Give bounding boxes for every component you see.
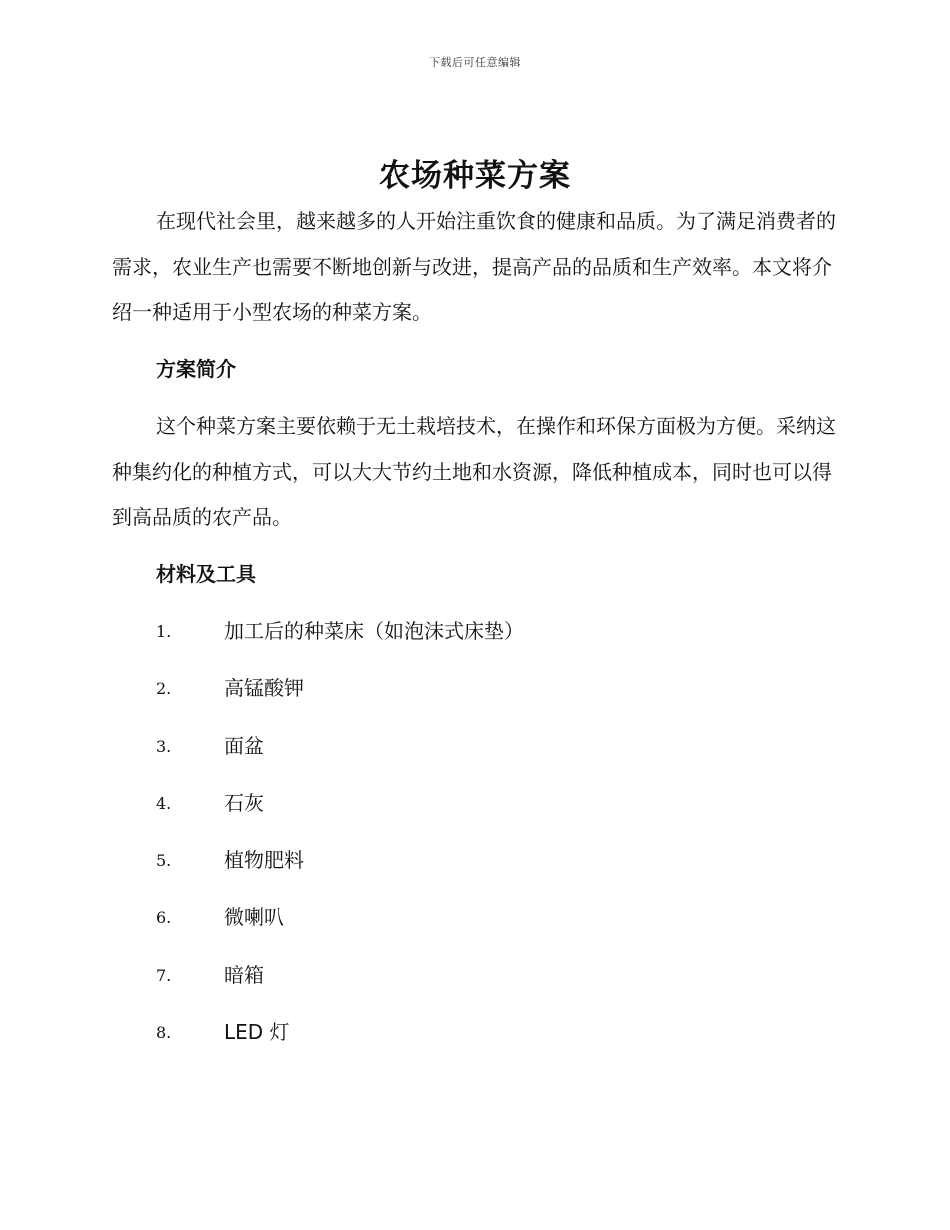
list-item bbox=[156, 673, 524, 730]
list-item-number: 3. bbox=[156, 736, 172, 756]
section-heading-materials: 材料及工具 bbox=[156, 562, 256, 586]
list-item-number: 4. bbox=[156, 793, 172, 813]
list-item-number: 6. bbox=[156, 908, 172, 928]
list-item-text: 加工后的种菜床（如泡沫式床垫） bbox=[224, 619, 524, 643]
materials-list bbox=[156, 616, 524, 1074]
list-item bbox=[156, 731, 524, 788]
list-item bbox=[156, 902, 524, 959]
list-item-text: 微喇叭 bbox=[224, 905, 284, 930]
list-item-text: 高锰酸钾 bbox=[224, 676, 304, 701]
list-item-text: 暗箱 bbox=[224, 962, 264, 987]
list-item bbox=[156, 616, 524, 673]
list-item bbox=[156, 788, 524, 845]
list-item-text: 石灰 bbox=[224, 790, 264, 815]
summary-paragraph: 这个种菜方案主要依赖于无土栽培技术，在操作和环保方面极为方便。采纳这种集约化的种植方式，可以大大节约土地和水资源，降低种植成本，同时也可以得到高品质的农产品。 bbox=[112, 414, 836, 529]
list-item-number: 7. bbox=[156, 965, 172, 985]
document-title: 农场种菜方案 bbox=[379, 158, 571, 194]
list-item bbox=[156, 1017, 524, 1074]
list-item-number: 5. bbox=[156, 851, 172, 871]
list-item-text: LED 灯 bbox=[224, 1020, 290, 1045]
intro-paragraph: 在现代社会里，越来越多的人开始注重饮食的健康和品质。为了满足消费者的需求，农业生产也需要不断地创新与改进，提高产品的品质和生产效率。本文将介绍一种适用于小型农场的种菜方案。 bbox=[112, 209, 836, 324]
list-item-text: 植物肥料 bbox=[224, 848, 304, 873]
list-item-number: 8. bbox=[156, 1023, 172, 1043]
section-heading-summary: 方案简介 bbox=[156, 357, 236, 381]
header-note: 下载后可任意编辑 bbox=[429, 56, 521, 69]
list-item-number: 2. bbox=[156, 679, 172, 699]
list-item bbox=[156, 960, 524, 1017]
list-item-text: 面盆 bbox=[224, 733, 264, 758]
list-item-number: 1. bbox=[156, 622, 172, 641]
list-item bbox=[156, 845, 524, 902]
